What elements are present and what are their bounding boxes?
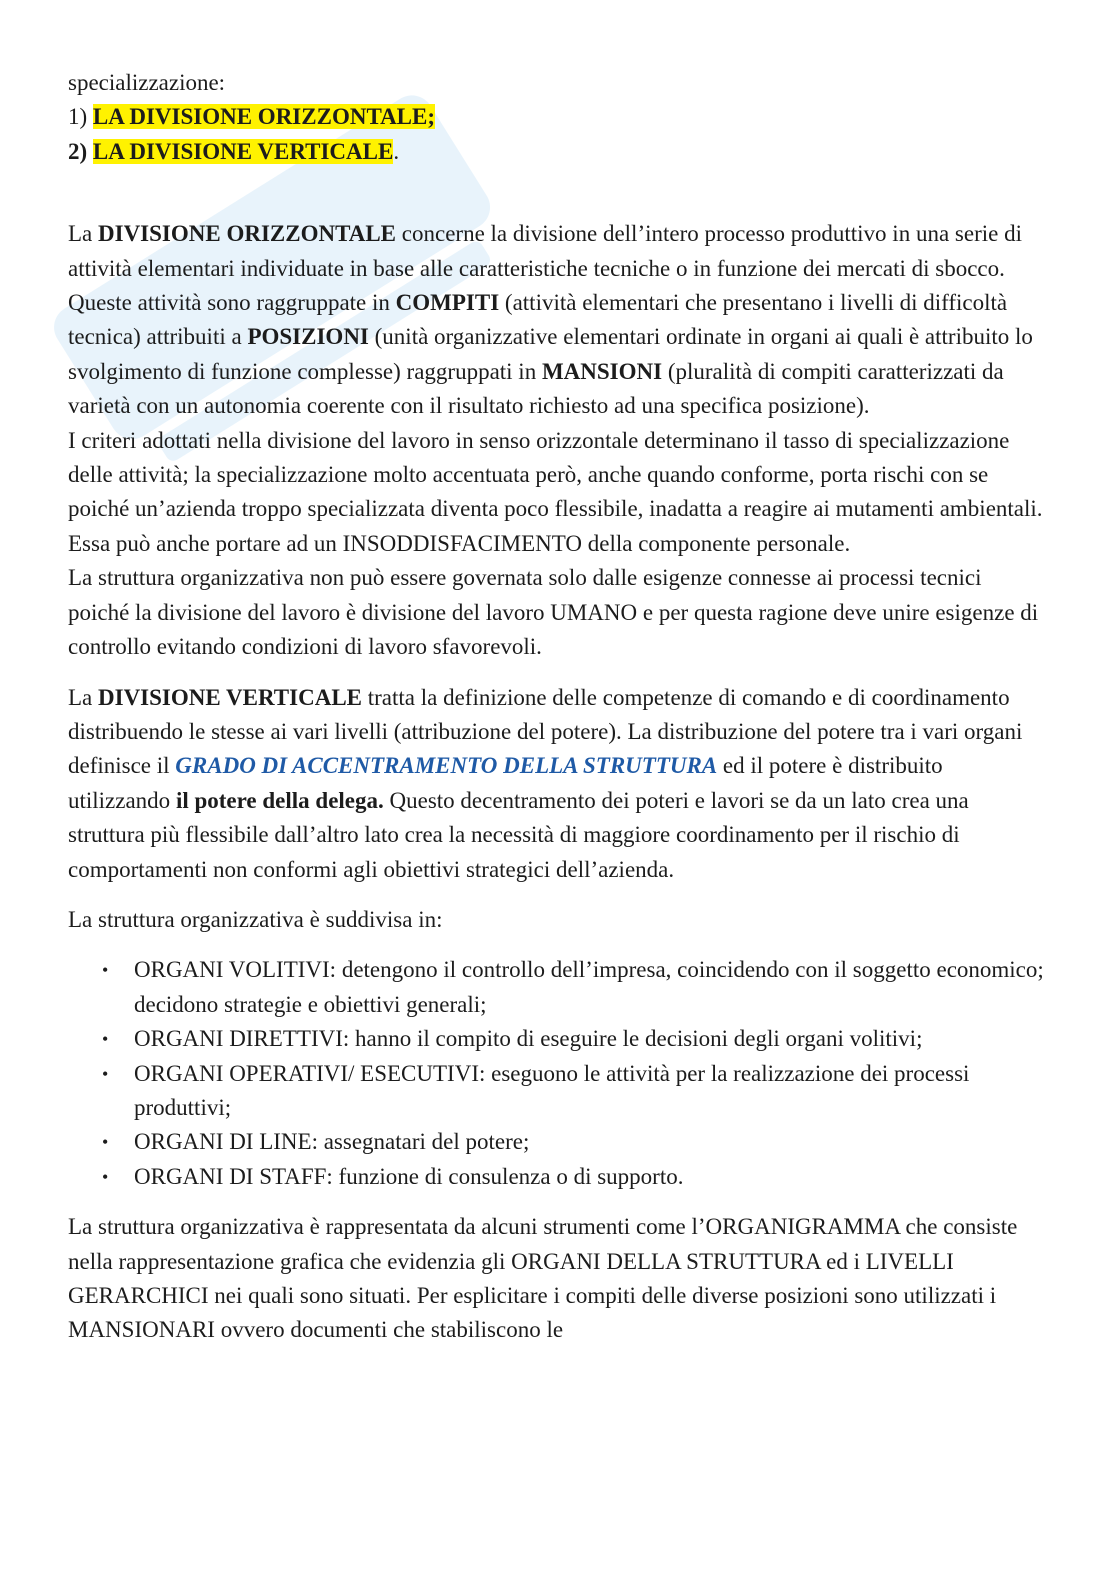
term-divisione-verticale: DIVISIONE VERTICALE <box>98 684 362 710</box>
term-mansioni: MANSIONI <box>541 358 663 384</box>
division-label-highlight: LA DIVISIONE VERTICALE <box>92 138 394 164</box>
term-compiti: COMPITI <box>395 290 500 316</box>
bullet-icon: • <box>102 1063 109 1084</box>
division-label-highlight: LA DIVISIONE ORIZZONTALE; <box>92 104 436 130</box>
bullet-icon: • <box>102 1166 109 1187</box>
division-item-2: 2) LA DIVISIONE VERTICALE. <box>68 138 400 164</box>
list-item: • ORGANI VOLITIVI: detengono il controllo dell’impresa, coincidendo con il soggetto economico; decidono strategie e obiettivi generali; <box>68 953 1048 1022</box>
list-item: • ORGANI DI LINE: assegnatari del potere; <box>68 1125 1048 1159</box>
organi-list <box>68 953 1048 1194</box>
bullet-icon: • <box>102 1029 109 1050</box>
document-page <box>68 66 1048 1348</box>
division-number: 1) <box>68 104 88 130</box>
intro-line: specializzazione: <box>68 70 226 95</box>
list-item: • ORGANI OPERATIVI/ ESECUTIVI: eseguono le attività per la realizzazione dei processi produttivi; <box>68 1057 1048 1126</box>
list-item: • ORGANI DI STAFF: funzione di consulenza o di supporto. <box>68 1160 1048 1194</box>
term-grado-accentramento: GRADO DI ACCENTRAMENTO DELLA STRUTTURA <box>175 753 718 779</box>
paragraph-divisione-orizzontale: La DIVISIONE ORIZZONTALE concerne la divisione dell’intero processo produttivo in una serie di attività elementari individuate in base alle caratteristiche tecniche o in funzione dei mercati di sbocco. Queste attività sono raggruppate in COMPITI (attività elementari che presentano i livelli di difficoltà tecnica) attribuiti a POSIZIONI (unità organizzative elementari ordinate in organi ai quali è attribuito lo svolgimento di funzione complesse) raggruppati in MANSIONI (pluralità di compiti caratterizzati da varietà con un autonomia coerente con il risultato richiesto ad una specifica posizione). <box>68 221 1033 419</box>
bullet-icon: • <box>102 960 109 981</box>
division-number: 2) <box>68 138 88 164</box>
division-item-1 <box>68 100 1048 134</box>
paragraph-criteri: I criteri adottati nella divisione del lavoro in senso orizzontale determinano il tasso di specializzazione delle attività; la specializzazione molto accentuata però, anche quando conforme, porta rischi con se poiché un’azienda troppo specializzata diventa poco flessibile, inadatta a reagire ai mutamenti ambientali. Essa può anche portare ad un INSODDISFACIMENTO della componente personale. <box>68 427 1043 556</box>
term-potere-delega: il potere della delega. <box>175 787 384 813</box>
bullet-icon: • <box>102 1132 109 1153</box>
paragraph-organigramma: La struttura organizzativa è rappresentata da alcuni strumenti come l’ORGANIGRAMMA che consiste nella rappresentazione grafica che evidenzia gli ORGANI DELLA STRUTTURA ed i LIVELLI GERARCHICI nei quali sono situati. Per esplicitare i compiti delle diverse posizioni sono utilizzati i MANSIONARI ovvero documenti che stabiliscono le <box>68 1214 1018 1343</box>
paragraph-divisione-verticale: La DIVISIONE VERTICALE tratta la definizione delle competenze di comando e di coordinamento distribuendo le stesse ai vari livelli (attribuzione del potere). La distribuzione del potere tra i vari organi definisce il GRADO DI ACCENTRAMENTO DELLA STRUTTURA ed il potere è distribuito utilizzando il potere della delega. Questo decentramento dei poteri e lavori se da un lato crea una struttura più flessibile dall’altro lato crea la necessità di maggiore coordinamento per il rischio di comportamenti non conformi agli obiettivi strategici dell’azienda. <box>68 684 1023 882</box>
term-divisione-orizzontale: DIVISIONE ORIZZONTALE <box>98 221 397 247</box>
list-item: • ORGANI DIRETTIVI: hanno il compito di eseguire le decisioni degli organi volitivi; <box>68 1022 1048 1056</box>
term-posizioni: POSIZIONI <box>247 324 369 350</box>
paragraph-struttura-governata: La struttura organizzativa non può essere governata solo dalle esigenze connesse ai processi tecnici poiché la divisione del lavoro è divisione del lavoro UMANO e per questa ragione deve unire esigenze di controllo evitando condizioni di lavoro sfavorevoli. <box>68 565 1039 660</box>
paragraph-suddivisa: La struttura organizzativa è suddivisa in: <box>68 906 443 932</box>
